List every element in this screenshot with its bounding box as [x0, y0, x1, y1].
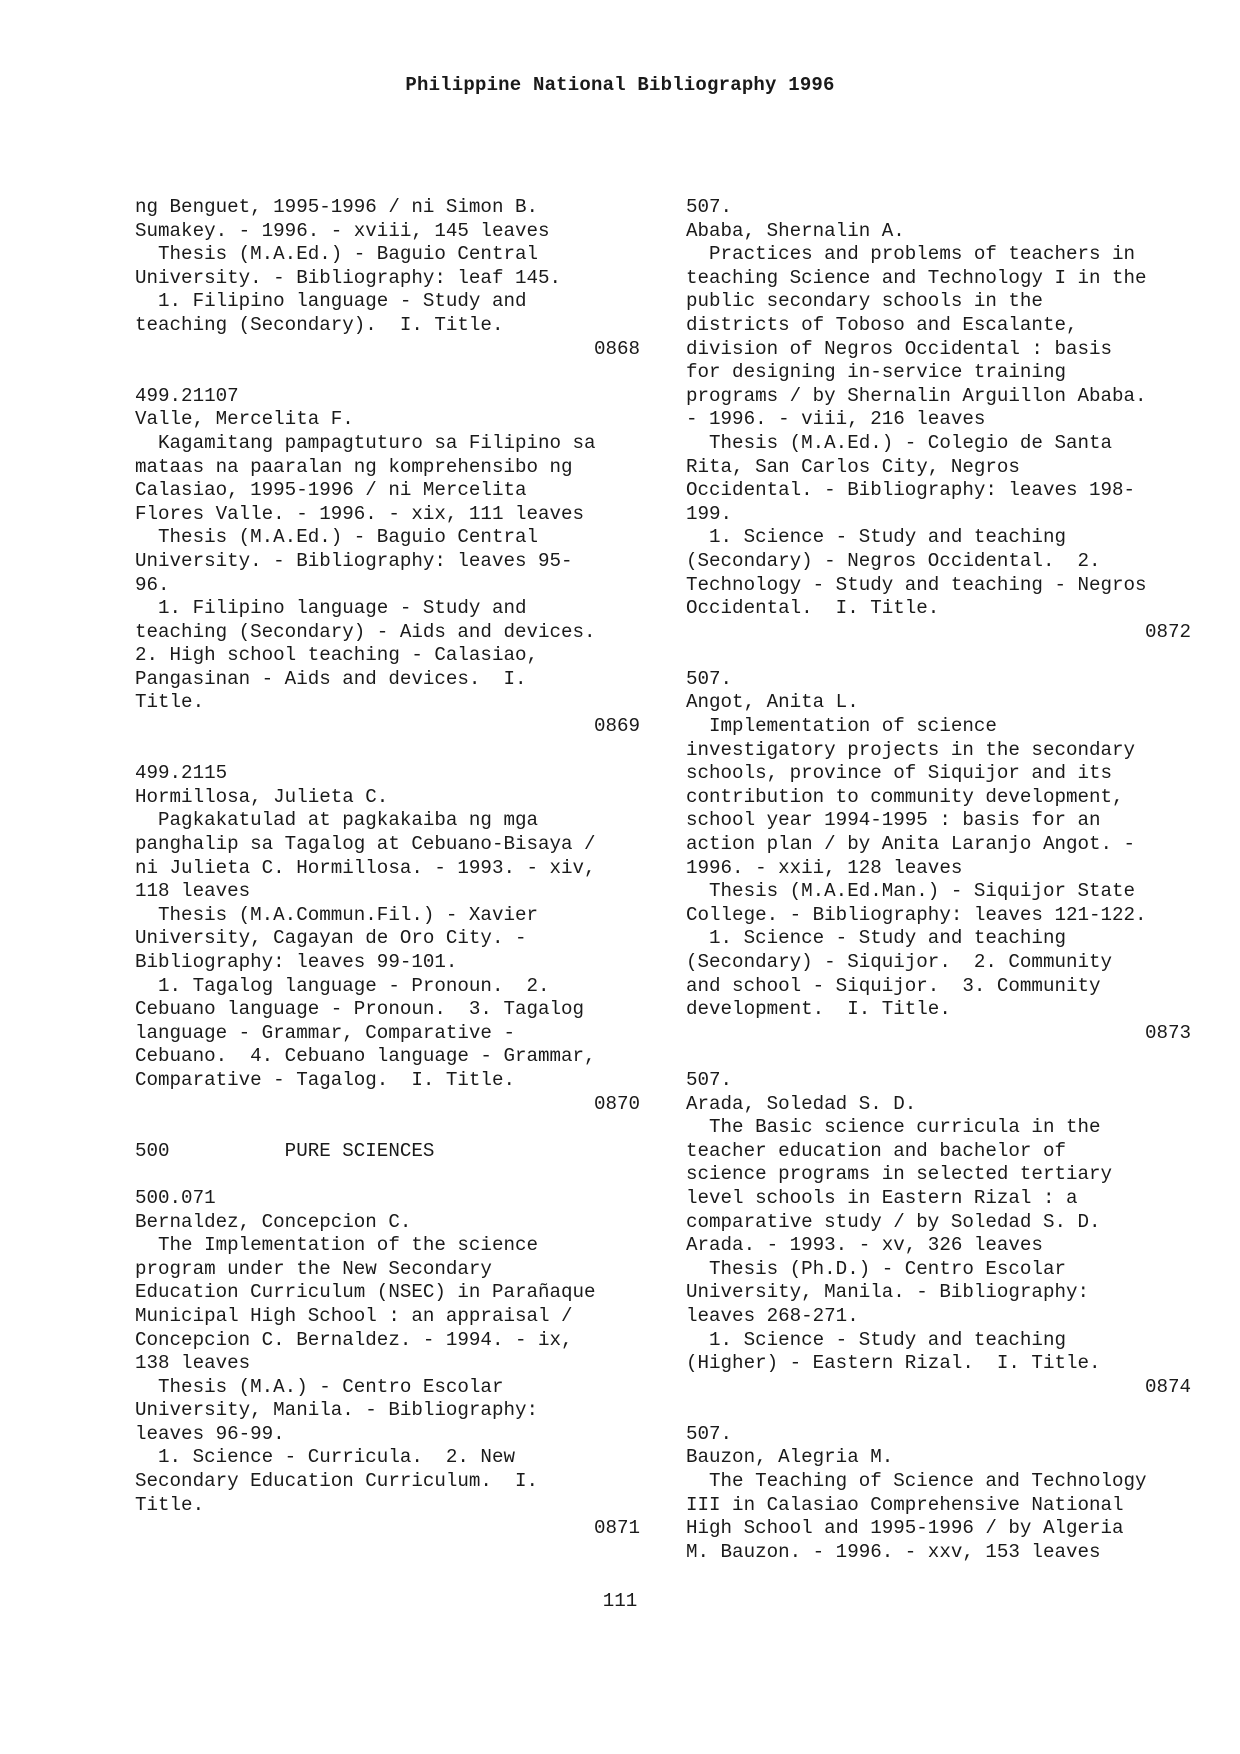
entry-line: leaves 96-99.: [135, 1422, 285, 1445]
entry-line: University, Cagayan de Oro City. -: [135, 927, 527, 950]
entry-line: Occidental. - Bibliography: leaves 198-: [686, 479, 1136, 502]
entry-line: Cebuano language - Pronoun. 3. Tagalog: [135, 998, 585, 1021]
entry-line: Thesis (M.A.Commun.Fil.) - Xavier: [135, 903, 539, 926]
entry-line: action plan / by Anita Laranjo Angot. -: [686, 833, 1136, 856]
bibliography-entry: [686, 1069, 1191, 1399]
entry-line: College. - Bibliography: leaves 121-122.: [686, 903, 1147, 926]
entry-line: Implementation of science: [686, 715, 997, 738]
entry-line: University. - Bibliography: leaves 95-: [135, 549, 573, 572]
entry-line: 1. Science - Study and teaching: [686, 927, 1066, 950]
entry-line: Thesis (M.A.Ed.Man.) - Siquijor State: [686, 880, 1136, 903]
entry-line: Bernaldez, Concepcion C.: [135, 1210, 412, 1233]
entry-line: level schools in Eastern Rizal : a: [686, 1186, 1078, 1209]
entry-number: 0874: [1144, 1375, 1191, 1398]
entry-line: and school - Siquijor. 3. Community: [686, 974, 1101, 997]
entry-line: Arada. - 1993. - xv, 326 leaves: [686, 1234, 1043, 1257]
entry-line: teaching (Secondary). I. Title.: [135, 313, 504, 336]
entry-line: 1. Science - Study and teaching: [686, 1328, 1066, 1351]
entry-line: Thesis (M.A.Ed.) - Colegio de Santa: [686, 431, 1113, 454]
entry-line: 507.: [686, 667, 733, 690]
bibliography-entry: [686, 196, 1191, 644]
entry-line: Pagkakatulad at pagkakaiba ng mga: [135, 809, 539, 832]
entry-spacer: [135, 1163, 640, 1187]
entry-line: 507.: [686, 1422, 733, 1445]
entry-line: (Higher) - Eastern Rizal. I. Title.: [686, 1352, 1101, 1375]
entry-line: Sumakey. - 1996. - xviii, 145 leaves: [135, 219, 550, 242]
entry-line: Kagamitang pampagtuturo sa Filipino sa: [135, 431, 596, 454]
entry-line: High School and 1995-1996 / by Algeria: [686, 1517, 1124, 1540]
entry-line: 1. Science - Curricula. 2. New: [135, 1446, 515, 1469]
entry-line: 1. Tagalog language - Pronoun. 2.: [135, 974, 550, 997]
entry-line: Rita, San Carlos City, Negros: [686, 455, 1020, 478]
entry-number: 0870: [593, 1092, 640, 1115]
entry-line: 507.: [686, 1068, 733, 1091]
entry-line: comparative study / by Soledad S. D.: [686, 1210, 1101, 1233]
entry-line: (Secondary) - Negros Occidental. 2.: [686, 549, 1101, 572]
entry-line: Comparative - Tagalog. I. Title.: [135, 1068, 515, 1091]
entry-line: Municipal High School : an appraisal /: [135, 1304, 573, 1327]
entry-line: University, Manila. - Bibliography:: [135, 1399, 539, 1422]
bibliography-entry: [686, 1423, 1191, 1565]
entry-spacer: [135, 739, 640, 763]
bibliography-entry: [135, 1187, 640, 1541]
entry-line: Occidental. I. Title.: [686, 597, 940, 620]
entry-line: Concepcion C. Bernaldez. - 1994. - ix,: [135, 1328, 573, 1351]
entry-line: (Secondary) - Siquijor. 2. Community: [686, 951, 1113, 973]
left-column: [135, 196, 640, 1541]
entry-line: contribution to community development,: [686, 785, 1124, 808]
entry-line: districts of Toboso and Escalante,: [686, 313, 1078, 336]
entry-line: Hormillosa, Julieta C.: [135, 785, 389, 808]
entry-line: The Implementation of the science: [135, 1234, 539, 1257]
entry-line: 1. Filipino language - Study and: [135, 290, 527, 313]
entry-line: 2. High school teaching - Calasiao,: [135, 644, 539, 667]
entry-line: Arada, Soledad S. D.: [686, 1092, 917, 1115]
entry-line: Bibliography: leaves 99-101.: [135, 951, 458, 973]
entry-line: The Basic science curricula in the: [686, 1116, 1101, 1139]
entry-line: language - Grammar, Comparative -: [135, 1021, 515, 1044]
entry-line: ng Benguet, 1995-1996 / ni Simon B.: [135, 196, 539, 218]
entry-spacer: [686, 644, 1191, 668]
right-column: [686, 196, 1191, 1564]
entry-line: Flores Valle. - 1996. - xix, 111 leaves: [135, 502, 585, 525]
entry-line: Angot, Anita L.: [686, 691, 859, 714]
entry-line: University, Manila. - Bibliography:: [686, 1281, 1090, 1304]
entry-line: 1996. - xxii, 128 leaves: [686, 856, 963, 879]
bibliography-entry: [135, 385, 640, 739]
entry-line: 500.071: [135, 1186, 216, 1209]
entry-spacer: [686, 1399, 1191, 1423]
entry-line: leaves 268-271.: [686, 1304, 859, 1327]
entry-number: 0872: [1144, 620, 1191, 643]
entry-number: 0873: [1144, 1021, 1191, 1044]
entry-line: Thesis (M.A.) - Centro Escolar: [135, 1375, 504, 1398]
entry-line: 96.: [135, 573, 170, 596]
entry-line: Technology - Study and teaching - Negros: [686, 573, 1147, 596]
bibliography-entry: [135, 196, 640, 361]
entry-line: 118 leaves: [135, 880, 251, 903]
entry-spacer: [135, 1116, 640, 1140]
entry-spacer: [686, 1045, 1191, 1069]
entry-number: 0871: [593, 1517, 640, 1540]
entry-line: Pangasinan - Aids and devices. I.: [135, 667, 527, 690]
entry-line: teaching Science and Technology I in the: [686, 266, 1147, 289]
entry-line: Ababa, Shernalin A.: [686, 219, 905, 242]
entry-line: 138 leaves: [135, 1352, 251, 1375]
bibliography-entry: [686, 668, 1191, 1046]
entry-line: mataas na paaralan ng komprehensibo ng: [135, 455, 573, 478]
entry-line: science programs in selected tertiary: [686, 1163, 1113, 1186]
entry-line: for designing in-service training: [686, 361, 1066, 384]
entry-spacer: [135, 361, 640, 385]
entry-line: Thesis (Ph.D.) - Centro Escolar: [686, 1257, 1066, 1280]
entry-line: Practices and problems of teachers in: [686, 243, 1136, 266]
entry-line: III in Calasiao Comprehensive National: [686, 1493, 1124, 1516]
entry-line: schools, province of Siquijor and its: [686, 762, 1113, 785]
entry-line: teaching (Secondary) - Aids and devices.: [135, 620, 596, 643]
entry-line: 507.: [686, 196, 733, 218]
entry-line: 499.21107: [135, 384, 239, 407]
entry-line: Title.: [135, 1493, 205, 1516]
entry-line: program under the New Secondary: [135, 1257, 492, 1280]
entry-line: Valle, Mercelita F.: [135, 408, 354, 431]
entry-line: Thesis (M.A.Ed.) - Baguio Central: [135, 526, 539, 549]
entry-line: teacher education and bachelor of: [686, 1139, 1066, 1162]
entry-line: 499.2115: [135, 762, 228, 785]
entry-line: programs / by Shernalin Arguillon Ababa.: [686, 384, 1147, 407]
page-title: Philippine National Bibliography 1996: [405, 74, 835, 96]
entry-line: ni Julieta C. Hormillosa. - 1993. - xiv,: [135, 856, 596, 879]
entry-line: Bauzon, Alegria M.: [686, 1446, 894, 1469]
entry-line: division of Negros Occidental : basis: [686, 337, 1113, 360]
bibliography-entry: [135, 1140, 640, 1164]
entry-line: 1. Science - Study and teaching: [686, 526, 1066, 549]
entry-number: 0868: [593, 337, 640, 360]
entry-line: Thesis (M.A.Ed.) - Baguio Central: [135, 243, 539, 266]
page-number: 111: [602, 1590, 638, 1612]
entry-line: Secondary Education Curriculum. I.: [135, 1470, 539, 1493]
entry-line: 1. Filipino language - Study and: [135, 597, 527, 620]
entry-line: investigatory projects in the secondary: [686, 738, 1136, 761]
entry-line: development. I. Title.: [686, 998, 951, 1021]
entry-line: Cebuano. 4. Cebuano language - Grammar,: [135, 1045, 596, 1068]
entry-line: The Teaching of Science and Technology: [686, 1470, 1147, 1493]
entry-line: Title.: [135, 691, 205, 714]
entry-line: Calasiao, 1995-1996 / ni Mercelita: [135, 479, 527, 502]
entry-line: - 1996. - viii, 216 leaves: [686, 408, 986, 431]
entry-line: 199.: [686, 502, 733, 525]
entry-line: M. Bauzon. - 1996. - xxv, 153 leaves: [686, 1540, 1101, 1563]
entry-line: 500 PURE SCIENCES: [135, 1139, 435, 1162]
entry-line: school year 1994-1995 : basis for an: [686, 809, 1101, 832]
bibliography-entry: [135, 762, 640, 1116]
entry-line: Education Curriculum (NSEC) in Parañaque: [135, 1281, 596, 1304]
entry-line: University. - Bibliography: leaf 145.: [135, 266, 562, 289]
entry-line: panghalip sa Tagalog at Cebuano-Bisaya /: [135, 833, 596, 856]
entry-number: 0869: [593, 715, 640, 738]
entry-line: public secondary schools in the: [686, 290, 1043, 313]
